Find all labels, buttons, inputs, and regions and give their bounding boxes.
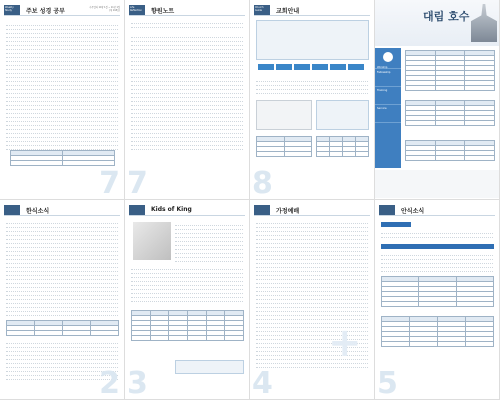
cover-footer: [375, 170, 500, 198]
kids-body-lines: [131, 266, 243, 302]
page-number: 4: [252, 366, 273, 400]
panel-family-worship: [250, 200, 375, 400]
kids-photo: [133, 222, 171, 260]
page-number: 5: [377, 366, 398, 400]
news-table: [6, 320, 119, 336]
panel-cover: [375, 0, 500, 200]
panel-kids: [125, 200, 250, 400]
page-number: 8: [252, 166, 273, 200]
page-number: 3: [127, 366, 148, 400]
panel-title: Kids of King: [151, 206, 192, 213]
section-tag: Church Guide: [254, 5, 270, 15]
kids-table: [131, 310, 244, 341]
panel-title: 주보 성경 공부: [26, 8, 65, 15]
panel-header: [4, 204, 120, 216]
worship-order-table-2: [405, 100, 495, 126]
panel-header: [379, 204, 495, 216]
nav-item-fellowship[interactable]: Fellowship: [375, 69, 401, 87]
nav-item-worship[interactable]: Worship: [375, 48, 401, 69]
service-table: [256, 136, 312, 157]
section-tag: Weekly Study: [4, 5, 20, 15]
rest-lines: [381, 230, 493, 238]
guide-text-lines: [256, 78, 368, 94]
page-number: 2: [99, 366, 120, 400]
nav-item-service[interactable]: Service: [375, 105, 401, 123]
news-lines: [6, 220, 118, 316]
rest-table: [381, 276, 494, 307]
section-tag: [379, 205, 395, 215]
staff-directory: [256, 20, 369, 60]
cross-icon: +: [328, 320, 362, 366]
panel-header: [254, 4, 370, 16]
panel-church-guide: [250, 0, 375, 200]
church-logo-icon: [383, 52, 393, 62]
panel-weekly-study: [0, 0, 125, 200]
rest-lines-2: [381, 252, 493, 272]
panel-title: 안식소식: [401, 208, 425, 215]
nav-item-training[interactable]: Training: [375, 87, 401, 105]
study-lines: [6, 22, 118, 150]
location-map: [256, 100, 312, 130]
section-tag: [129, 205, 145, 215]
panel-meta: 사무엘하 10장 1절 ~ 11장 1절 (제 118호): [89, 6, 120, 12]
notes-lines: [131, 34, 243, 150]
section-tag: [4, 205, 20, 215]
panel-notes: [125, 0, 250, 200]
kids-note-box: [175, 360, 244, 374]
panel-rest-news: [375, 200, 500, 400]
panel-header: [4, 4, 120, 16]
schedule-box: [316, 100, 369, 130]
section-tag: [254, 205, 270, 215]
church-building-image: [471, 4, 497, 42]
panel-title: 향원노트: [151, 8, 175, 15]
kids-intro-lines: [175, 222, 243, 262]
panel-title: 가정예배: [276, 208, 300, 215]
panel-title: 교회안내: [276, 8, 300, 15]
panel-header: [129, 4, 245, 16]
panel-header: [254, 204, 370, 216]
page-number: 7: [99, 166, 120, 200]
section-bar-2: [381, 244, 494, 249]
panel-header: [129, 204, 245, 216]
rest-table-2: [381, 316, 494, 347]
worship-order-table: [405, 50, 495, 91]
cover-title: 대림 호수: [423, 10, 470, 23]
panel-title: 한식소식: [26, 208, 50, 215]
notes-header-lines: [131, 20, 243, 28]
section-tag: Life Reflection: [129, 5, 145, 15]
answer-table: [10, 150, 115, 166]
panel-news: [0, 200, 125, 400]
page-number: 7: [127, 166, 148, 200]
worship-order-table-3: [405, 140, 495, 161]
calendar-table: [316, 136, 369, 157]
section-bar: [381, 222, 411, 227]
ministry-flow: [258, 64, 364, 70]
side-nav: [375, 48, 401, 168]
cover-banner: [375, 0, 500, 46]
